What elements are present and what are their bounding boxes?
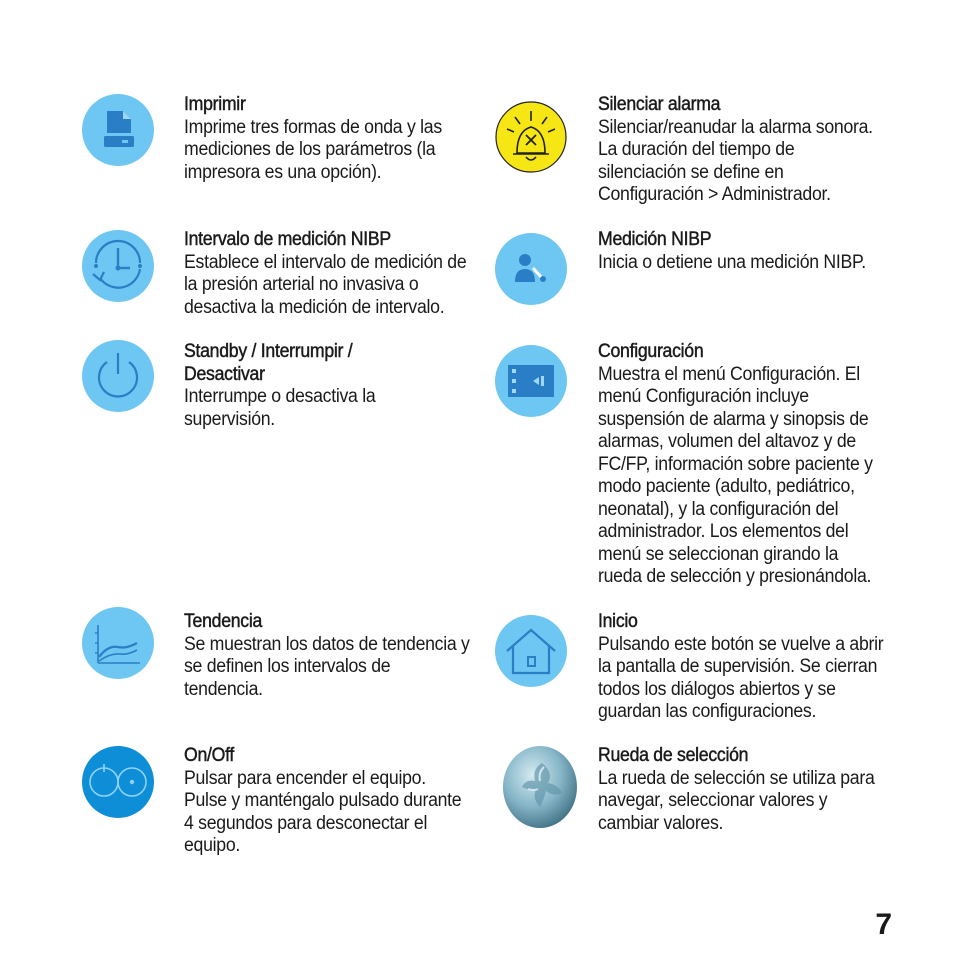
- clock-interval-icon: [82, 230, 154, 302]
- entry-settings: [598, 341, 873, 589]
- print-icon: [82, 94, 154, 166]
- entry-description: Pulsando este botón se vuelve a abrir la pantalla de supervisión. Se cierran todos los diálogos abiertos y se guardan las configuraciones.: [598, 633, 884, 722]
- entry-print: [184, 94, 442, 184]
- entry-title: Rueda de selección: [598, 745, 749, 766]
- entry-description: Inicia o detiene una medición NIBP.: [598, 251, 866, 273]
- entry-nibp-measure: [598, 229, 866, 274]
- entry-description: Establece el intervalo de medición de la presión arterial no invasiva o desactiva la medición de intervalo.: [184, 251, 467, 318]
- entry-alarm-silence: [598, 94, 873, 207]
- page-number: 7: [875, 908, 892, 941]
- nibp-measure-icon: [495, 233, 567, 305]
- entry-title: Silenciar alarma: [598, 94, 721, 115]
- entry-description: Se muestran los datos de tendencia y se definen los intervalos de tendencia.: [184, 633, 470, 700]
- entry-title: Tendencia: [184, 611, 263, 632]
- entry-description: Pulsar para encender el equipo. Pulse y manténgalo pulsado durante 4 segundos para desconectar el equipo.: [184, 767, 462, 856]
- entry-home: [598, 611, 883, 724]
- on-off-icon: [82, 746, 154, 818]
- entry-trend: [184, 611, 470, 701]
- selection-wheel-icon: [502, 745, 578, 829]
- entry-description: La rueda de selección se utiliza para navegar, seleccionar valores y cambiar valores.: [598, 767, 875, 834]
- entry-standby: [184, 341, 375, 431]
- entry-description: Imprime tres formas de onda y las mediciones de los parámetros (la impresora es una opción).: [184, 116, 442, 183]
- alarm-silence-icon: [495, 101, 567, 173]
- entry-title: Medición NIBP: [598, 229, 712, 250]
- home-icon: [495, 615, 567, 687]
- entry-title: On/Off: [184, 745, 235, 766]
- entry-description: Interrumpe o desactiva la supervisión.: [184, 386, 376, 430]
- entry-title: Imprimir: [184, 94, 246, 115]
- entry-title: Standby / Interrumpir / Desactivar: [184, 341, 353, 385]
- entry-nibp-interval: [184, 229, 466, 319]
- entry-description: Silenciar/reanudar la alarma sonora. La duración del tiempo de silenciación se define en Configuración > Administrador.: [598, 116, 873, 205]
- entry-title: Configuración: [598, 341, 704, 362]
- trend-chart-icon: [82, 607, 154, 679]
- entry-title: Intervalo de medición NIBP: [184, 229, 391, 250]
- entry-title: Inicio: [598, 611, 638, 632]
- entry-on-off: [184, 745, 461, 858]
- entry-selection-wheel: [598, 745, 875, 835]
- standby-power-icon: [82, 340, 154, 412]
- settings-menu-icon: [495, 345, 567, 417]
- entry-description: Muestra el menú Configuración. El menú Configuración incluye suspensión de alarma y sinopsis de alarmas, volumen del altavoz y de FC/FP, información sobre paciente y modo paciente (adulto, pediátrico, neonatal), y la configuración del administrador. Los elementos del menú se seleccionan girando la rueda de selección y presionándola.: [598, 363, 873, 587]
